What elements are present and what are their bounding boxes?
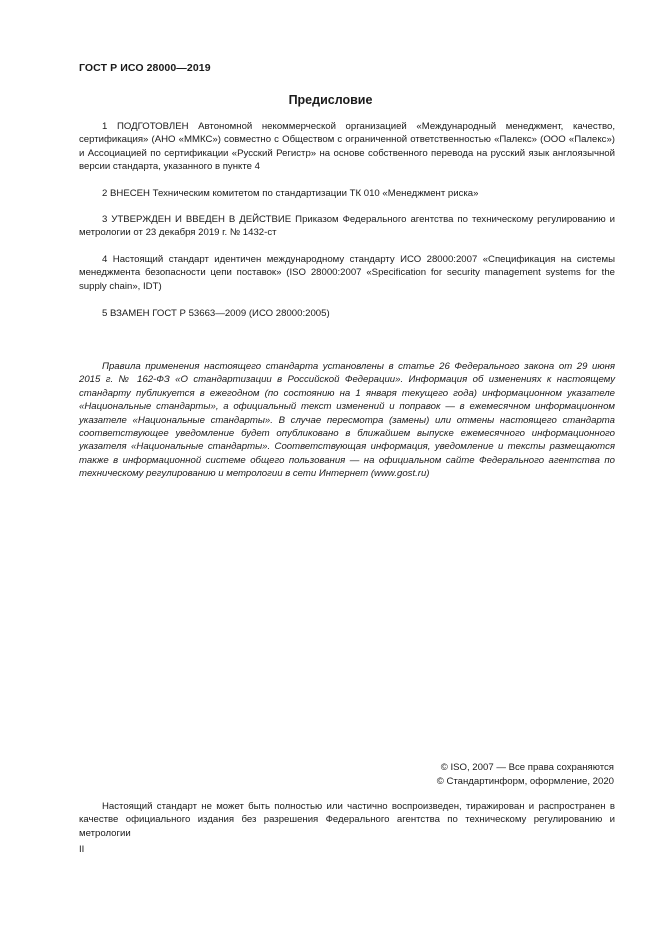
page-number: II bbox=[79, 844, 85, 855]
copyright-block bbox=[437, 761, 614, 789]
preface-item-5: 5 ВЗАМЕН ГОСТ Р 53663—2009 (ИСО 28000:2005) bbox=[102, 308, 330, 319]
document-header: ГОСТ Р ИСО 28000—2019 bbox=[79, 62, 211, 74]
preface-item-3: 3 УТВЕРЖДЕН И ВВЕДЕН В ДЕЙСТВИЕ Приказом Федерального агентства по техническому регулированию и метрологии от 23 декабря 2019 г. № 1432-ст bbox=[79, 214, 615, 239]
preface-item-4: 4 Настоящий стандарт идентичен международному стандарту ИСО 28000:2007 «Спецификация на системы менеджмента безопасности цепи поставок» (ISO 28000:2007 «Specification for security management systems for the supply chain», IDT) bbox=[79, 254, 615, 292]
preface-item-1: 1 ПОДГОТОВЛЕН Автономной некоммерческой организацией «Международный менеджмент, качество, сертификация» (АНО «ММКС») совместно с Обществом с ограниченной ответственностью «Палекс» (ООО «Палекс») и Ассоциацией по сертификации «Русский Регистр» на основе собственного перевода на русский язык англоязычной версии стандарта, указанного в пункте 4 bbox=[79, 121, 615, 173]
reproduction-notice: Настоящий стандарт не может быть полностью или частично воспроизведен, тиражирован и распространен в качестве официального издания без разрешения Федерального агентства по техническому регулированию и метрологии bbox=[79, 801, 615, 839]
copyright-iso: © ISO, 2007 — Все права сохраняются bbox=[440, 762, 614, 773]
rules-notice: Правила применения настоящего стандарта установлены в статье 26 Федерального закона от 29 июня 2015 г. № 162-ФЗ «О стандартизации в Российской Федерации». Информация об изменениях к настоящему стандарту публикуется в ежегодном (по состоянию на 1 января текущего года) информационном указателе «Национальные стандарты», а официальный текст изменений и поправок — в ежемесячном информационном указателе «Национальные стандарты». В случае пересмотра (замены) или отмены настоящего стандарта соответствующее уведомление будет опубликовано в ближайшем выпуске ежемесячного информационного указателя «Национальные стандарты». Соответствующая информация, уведомление и тексты размещаются также в информационной системе общего пользования — на официальном сайте Федерального агентства по техническому регулированию и метрологии в сети Интернет (www.gost.ru) bbox=[79, 361, 615, 480]
copyright-standartinform: © Стандартинформ, оформление, 2020 bbox=[436, 776, 614, 787]
preface-item-2: 2 ВНЕСЕН Техническим комитетом по стандартизации ТК 010 «Менеджмент риска» bbox=[102, 188, 479, 199]
page-title: Предисловие bbox=[288, 93, 373, 107]
